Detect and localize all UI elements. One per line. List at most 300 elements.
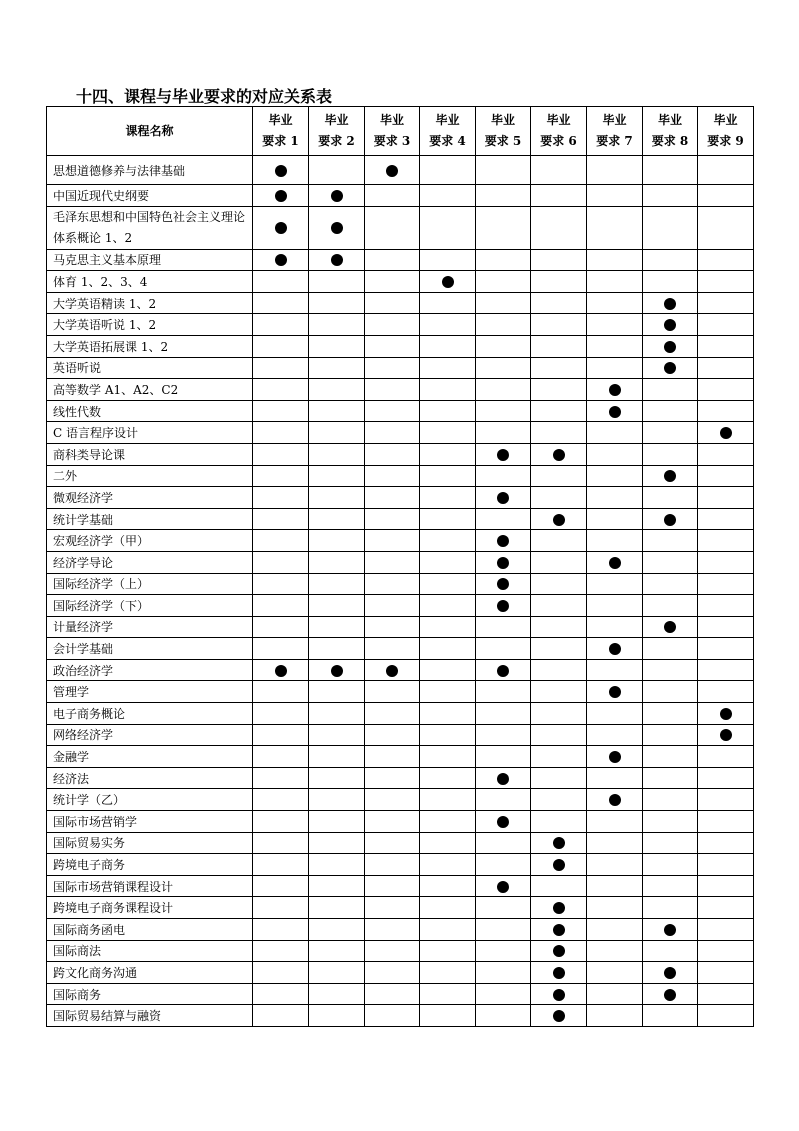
requirement-cell-5: [476, 271, 531, 293]
requirement-cell-1: [253, 530, 309, 552]
requirement-cell-6: [531, 638, 587, 660]
requirement-cell-2: [309, 875, 365, 897]
requirement-cell-3: [365, 551, 420, 573]
requirement-cell-1: [253, 357, 309, 379]
course-name-cell: 国际经济学（下）: [47, 595, 253, 617]
requirement-cell-8: [643, 919, 698, 941]
requirement-cell-6: [531, 616, 587, 638]
requirement-cell-7: [587, 616, 643, 638]
requirement-cell-9: [698, 724, 754, 746]
requirement-cell-8: [643, 156, 698, 185]
table-row: [47, 156, 754, 185]
requirement-cell-8: [643, 573, 698, 595]
course-name-cell: 体育 1、2、3、4: [47, 271, 253, 293]
requirement-cell-2: [309, 940, 365, 962]
requirement-cell-9: [698, 292, 754, 314]
requirement-cell-3: [365, 443, 420, 465]
requirement-cell-2: [309, 422, 365, 444]
course-name-cell: 高等数学 A1、A2、C2: [47, 379, 253, 401]
requirement-cell-9: [698, 875, 754, 897]
requirement-cell-1: [253, 962, 309, 984]
header-line: 毕业: [379, 113, 404, 127]
requirement-cell-7: [587, 919, 643, 941]
requirement-cell-1: [253, 487, 309, 509]
mark-dot-icon: [664, 621, 676, 633]
requirement-cell-1: [253, 811, 309, 833]
requirement-cell-7: [587, 962, 643, 984]
mark-dot-icon: [664, 362, 676, 374]
requirement-cell-3: [365, 400, 420, 422]
requirement-cell-7: [587, 156, 643, 185]
requirement-cell-4: [420, 530, 476, 552]
header-requirement-4: [420, 107, 476, 156]
mark-dot-icon: [553, 902, 565, 914]
requirement-cell-5: [476, 940, 531, 962]
mark-dot-icon: [275, 254, 287, 266]
requirement-cell-8: [643, 379, 698, 401]
requirement-cell-7: [587, 335, 643, 357]
requirement-cell-1: [253, 897, 309, 919]
requirement-cell-9: [698, 983, 754, 1005]
requirement-cell-6: [531, 962, 587, 984]
course-name-cell: 国际经济学（上）: [47, 573, 253, 595]
requirement-cell-3: [365, 962, 420, 984]
mark-dot-icon: [331, 665, 343, 677]
requirement-cell-9: [698, 703, 754, 725]
requirement-cell-8: [643, 983, 698, 1005]
requirement-cell-5: [476, 811, 531, 833]
requirement-cell-8: [643, 1005, 698, 1027]
requirement-cell-9: [698, 335, 754, 357]
table-body: [47, 156, 754, 1027]
requirement-cell-5: [476, 249, 531, 271]
requirement-cell-4: [420, 789, 476, 811]
course-name-cell: 二外: [47, 465, 253, 487]
mark-dot-icon: [386, 665, 398, 677]
requirement-cell-3: [365, 185, 420, 207]
requirement-cell-3: [365, 638, 420, 660]
requirement-cell-4: [420, 897, 476, 919]
course-name-cell: 宏观经济学（甲）: [47, 530, 253, 552]
requirement-cell-2: [309, 659, 365, 681]
requirement-cell-5: [476, 919, 531, 941]
requirement-cell-8: [643, 335, 698, 357]
requirement-cell-4: [420, 595, 476, 617]
table-row: [47, 616, 754, 638]
requirement-cell-4: [420, 400, 476, 422]
course-name-cell: 经济学导论: [47, 551, 253, 573]
requirement-cell-3: [365, 422, 420, 444]
requirement-cell-4: [420, 983, 476, 1005]
requirement-cell-3: [365, 487, 420, 509]
mark-dot-icon: [609, 384, 621, 396]
table-row: [47, 530, 754, 552]
requirement-cell-6: [531, 487, 587, 509]
course-name-cell: 会计学基础: [47, 638, 253, 660]
course-name-cell: 电子商务概论: [47, 703, 253, 725]
header-requirement-9: [698, 107, 754, 156]
requirement-cell-2: [309, 400, 365, 422]
requirement-cell-8: [643, 724, 698, 746]
requirement-cell-2: [309, 357, 365, 379]
requirement-cell-9: [698, 551, 754, 573]
requirement-cell-1: [253, 875, 309, 897]
table-row: [47, 638, 754, 660]
requirement-cell-5: [476, 508, 531, 530]
requirement-cell-3: [365, 616, 420, 638]
table-row: [47, 940, 754, 962]
requirement-cell-8: [643, 832, 698, 854]
requirement-cell-5: [476, 875, 531, 897]
mark-dot-icon: [609, 643, 621, 655]
requirement-cell-5: [476, 400, 531, 422]
requirement-cell-4: [420, 940, 476, 962]
table-row: [47, 551, 754, 573]
requirement-cell-2: [309, 703, 365, 725]
requirement-cell-5: [476, 746, 531, 768]
requirement-cell-3: [365, 746, 420, 768]
requirement-cell-7: [587, 271, 643, 293]
requirement-cell-2: [309, 616, 365, 638]
requirement-cell-5: [476, 292, 531, 314]
requirement-cell-9: [698, 746, 754, 768]
requirement-cell-9: [698, 962, 754, 984]
requirement-cell-8: [643, 508, 698, 530]
mark-dot-icon: [331, 190, 343, 202]
requirement-cell-8: [643, 314, 698, 336]
requirement-cell-7: [587, 832, 643, 854]
requirement-cell-1: [253, 551, 309, 573]
table-row: [47, 767, 754, 789]
requirement-cell-2: [309, 1005, 365, 1027]
requirement-cell-8: [643, 703, 698, 725]
requirement-cell-9: [698, 681, 754, 703]
requirement-cell-7: [587, 292, 643, 314]
requirement-cell-8: [643, 443, 698, 465]
requirement-cell-3: [365, 767, 420, 789]
requirement-cell-6: [531, 681, 587, 703]
table-row: [47, 875, 754, 897]
requirement-cell-8: [643, 616, 698, 638]
header-line: 要求 5: [484, 134, 522, 148]
requirement-cell-1: [253, 616, 309, 638]
mark-dot-icon: [664, 924, 676, 936]
requirement-cell-7: [587, 379, 643, 401]
requirement-cell-2: [309, 335, 365, 357]
requirement-cell-5: [476, 379, 531, 401]
table-row: [47, 854, 754, 876]
requirement-cell-8: [643, 746, 698, 768]
requirement-cell-5: [476, 314, 531, 336]
requirement-cell-1: [253, 746, 309, 768]
requirement-cell-2: [309, 530, 365, 552]
header-requirement-8: [643, 107, 698, 156]
requirement-cell-1: [253, 314, 309, 336]
requirement-cell-9: [698, 1005, 754, 1027]
mark-dot-icon: [442, 276, 454, 288]
requirement-cell-3: [365, 854, 420, 876]
requirement-cell-1: [253, 508, 309, 530]
requirement-cell-6: [531, 271, 587, 293]
requirement-cell-2: [309, 638, 365, 660]
requirement-cell-3: [365, 1005, 420, 1027]
header-line: 毕业: [657, 113, 682, 127]
mark-dot-icon: [275, 165, 287, 177]
requirement-cell-7: [587, 659, 643, 681]
table-row: [47, 789, 754, 811]
requirement-cell-2: [309, 746, 365, 768]
requirement-cell-4: [420, 875, 476, 897]
requirement-cell-1: [253, 335, 309, 357]
header-requirement-6: [531, 107, 587, 156]
requirement-cell-1: [253, 573, 309, 595]
table-row: [47, 508, 754, 530]
requirement-cell-3: [365, 983, 420, 1005]
course-name-cell: 国际商务: [47, 983, 253, 1005]
requirement-cell-8: [643, 638, 698, 660]
header-course-name: 课程名称: [47, 107, 253, 156]
requirement-cell-4: [420, 854, 476, 876]
requirement-cell-3: [365, 659, 420, 681]
requirement-cell-2: [309, 983, 365, 1005]
requirement-cell-9: [698, 508, 754, 530]
requirement-cell-4: [420, 724, 476, 746]
requirement-cell-7: [587, 767, 643, 789]
requirement-cell-2: [309, 854, 365, 876]
requirement-cell-9: [698, 832, 754, 854]
requirement-cell-4: [420, 379, 476, 401]
requirement-cell-2: [309, 206, 365, 249]
requirement-cell-5: [476, 681, 531, 703]
requirement-cell-6: [531, 185, 587, 207]
mark-dot-icon: [553, 945, 565, 957]
requirement-cell-8: [643, 940, 698, 962]
table-row: [47, 400, 754, 422]
table-row: [47, 983, 754, 1005]
course-name-cell: 国际贸易结算与融资: [47, 1005, 253, 1027]
mark-dot-icon: [664, 514, 676, 526]
header-line: 要求 2: [318, 134, 355, 148]
requirement-cell-5: [476, 638, 531, 660]
requirement-cell-2: [309, 919, 365, 941]
requirement-cell-6: [531, 703, 587, 725]
requirement-cell-8: [643, 659, 698, 681]
requirement-cell-3: [365, 530, 420, 552]
requirement-cell-7: [587, 983, 643, 1005]
course-requirement-table: [46, 106, 754, 1027]
requirement-cell-7: [587, 681, 643, 703]
requirement-cell-3: [365, 249, 420, 271]
requirement-cell-1: [253, 919, 309, 941]
requirement-cell-2: [309, 487, 365, 509]
requirement-cell-8: [643, 530, 698, 552]
requirement-cell-5: [476, 530, 531, 552]
requirement-cell-8: [643, 811, 698, 833]
mark-dot-icon: [720, 427, 732, 439]
course-name-cell: 国际商务函电: [47, 919, 253, 941]
requirement-cell-8: [643, 292, 698, 314]
mark-dot-icon: [331, 254, 343, 266]
requirement-cell-7: [587, 897, 643, 919]
requirement-cell-2: [309, 832, 365, 854]
requirement-cell-9: [698, 400, 754, 422]
requirement-cell-6: [531, 156, 587, 185]
header-line: 要求 1: [262, 134, 299, 148]
header-requirement-3: [365, 107, 420, 156]
requirement-cell-4: [420, 659, 476, 681]
requirement-cell-7: [587, 638, 643, 660]
course-name-cell: 国际市场营销课程设计: [47, 875, 253, 897]
requirement-cell-2: [309, 508, 365, 530]
requirement-cell-5: [476, 962, 531, 984]
requirement-cell-3: [365, 897, 420, 919]
requirement-cell-5: [476, 443, 531, 465]
requirement-cell-4: [420, 271, 476, 293]
requirement-cell-3: [365, 508, 420, 530]
requirement-cell-7: [587, 422, 643, 444]
requirement-cell-5: [476, 185, 531, 207]
mark-dot-icon: [664, 967, 676, 979]
header-requirement-2: [309, 107, 365, 156]
requirement-cell-7: [587, 1005, 643, 1027]
mark-dot-icon: [386, 165, 398, 177]
requirement-cell-6: [531, 724, 587, 746]
mark-dot-icon: [553, 924, 565, 936]
requirement-cell-5: [476, 897, 531, 919]
requirement-cell-3: [365, 271, 420, 293]
requirement-cell-2: [309, 811, 365, 833]
requirement-cell-4: [420, 314, 476, 336]
mark-dot-icon: [553, 837, 565, 849]
requirement-cell-6: [531, 465, 587, 487]
requirement-cell-9: [698, 897, 754, 919]
requirement-cell-3: [365, 832, 420, 854]
requirement-cell-4: [420, 681, 476, 703]
requirement-cell-5: [476, 551, 531, 573]
requirement-cell-7: [587, 595, 643, 617]
course-name-cell: 商科类导论课: [47, 443, 253, 465]
requirement-cell-2: [309, 292, 365, 314]
table-row: [47, 379, 754, 401]
requirement-cell-9: [698, 487, 754, 509]
requirement-cell-2: [309, 962, 365, 984]
table-row: [47, 465, 754, 487]
requirement-cell-2: [309, 595, 365, 617]
requirement-cell-6: [531, 314, 587, 336]
requirement-cell-4: [420, 508, 476, 530]
requirement-cell-9: [698, 185, 754, 207]
mark-dot-icon: [331, 222, 343, 234]
course-name-cell: 思想道德修养与法律基础: [47, 156, 253, 185]
requirement-cell-3: [365, 156, 420, 185]
requirement-cell-1: [253, 443, 309, 465]
requirement-cell-6: [531, 335, 587, 357]
requirement-cell-1: [253, 854, 309, 876]
table-row: [47, 919, 754, 941]
header-line: 毕业: [324, 113, 349, 127]
course-name-cell: 统计学（乙）: [47, 789, 253, 811]
requirement-cell-6: [531, 854, 587, 876]
requirement-cell-8: [643, 875, 698, 897]
requirement-cell-3: [365, 919, 420, 941]
requirement-cell-9: [698, 767, 754, 789]
mark-dot-icon: [553, 449, 565, 461]
requirement-cell-9: [698, 530, 754, 552]
requirement-cell-7: [587, 854, 643, 876]
requirement-cell-4: [420, 335, 476, 357]
mark-dot-icon: [720, 729, 732, 741]
requirement-cell-6: [531, 249, 587, 271]
requirement-cell-4: [420, 357, 476, 379]
table-row: [47, 703, 754, 725]
course-name-cell: 网络经济学: [47, 724, 253, 746]
requirement-cell-2: [309, 379, 365, 401]
requirement-cell-4: [420, 811, 476, 833]
table-row: [47, 271, 754, 293]
requirement-cell-9: [698, 422, 754, 444]
course-name-cell: 政治经济学: [47, 659, 253, 681]
mark-dot-icon: [609, 557, 621, 569]
requirement-cell-7: [587, 314, 643, 336]
requirement-cell-4: [420, 573, 476, 595]
requirement-cell-9: [698, 206, 754, 249]
requirement-cell-1: [253, 595, 309, 617]
course-name-cell: 毛泽东思想和中国特色社会主义理论体系概论 1、2: [47, 206, 253, 249]
requirement-cell-1: [253, 832, 309, 854]
mark-dot-icon: [497, 578, 509, 590]
requirement-cell-6: [531, 573, 587, 595]
table-row: [47, 897, 754, 919]
mark-dot-icon: [609, 686, 621, 698]
header-requirement-5: [476, 107, 531, 156]
requirement-cell-9: [698, 465, 754, 487]
header-line: 要求 6: [540, 134, 577, 148]
requirement-cell-3: [365, 379, 420, 401]
requirement-cell-7: [587, 530, 643, 552]
requirement-cell-7: [587, 206, 643, 249]
requirement-cell-1: [253, 767, 309, 789]
requirement-cell-9: [698, 156, 754, 185]
requirement-cell-9: [698, 616, 754, 638]
requirement-cell-5: [476, 465, 531, 487]
requirement-cell-1: [253, 638, 309, 660]
table-row: [47, 487, 754, 509]
course-name-cell: C 语言程序设计: [47, 422, 253, 444]
requirement-cell-4: [420, 551, 476, 573]
requirement-cell-4: [420, 703, 476, 725]
table-row: [47, 811, 754, 833]
course-name-cell: 跨文化商务沟通: [47, 962, 253, 984]
requirement-cell-1: [253, 789, 309, 811]
requirement-cell-5: [476, 156, 531, 185]
requirement-cell-7: [587, 249, 643, 271]
mark-dot-icon: [664, 989, 676, 1001]
table-row: [47, 573, 754, 595]
requirement-cell-8: [643, 681, 698, 703]
requirement-cell-6: [531, 767, 587, 789]
requirement-cell-1: [253, 185, 309, 207]
requirement-cell-6: [531, 811, 587, 833]
table-row: [47, 206, 754, 249]
course-name-cell: 计量经济学: [47, 616, 253, 638]
requirement-cell-8: [643, 487, 698, 509]
requirement-cell-8: [643, 249, 698, 271]
mark-dot-icon: [497, 816, 509, 828]
requirement-cell-8: [643, 400, 698, 422]
requirement-cell-4: [420, 206, 476, 249]
requirement-cell-4: [420, 465, 476, 487]
requirement-cell-1: [253, 1005, 309, 1027]
